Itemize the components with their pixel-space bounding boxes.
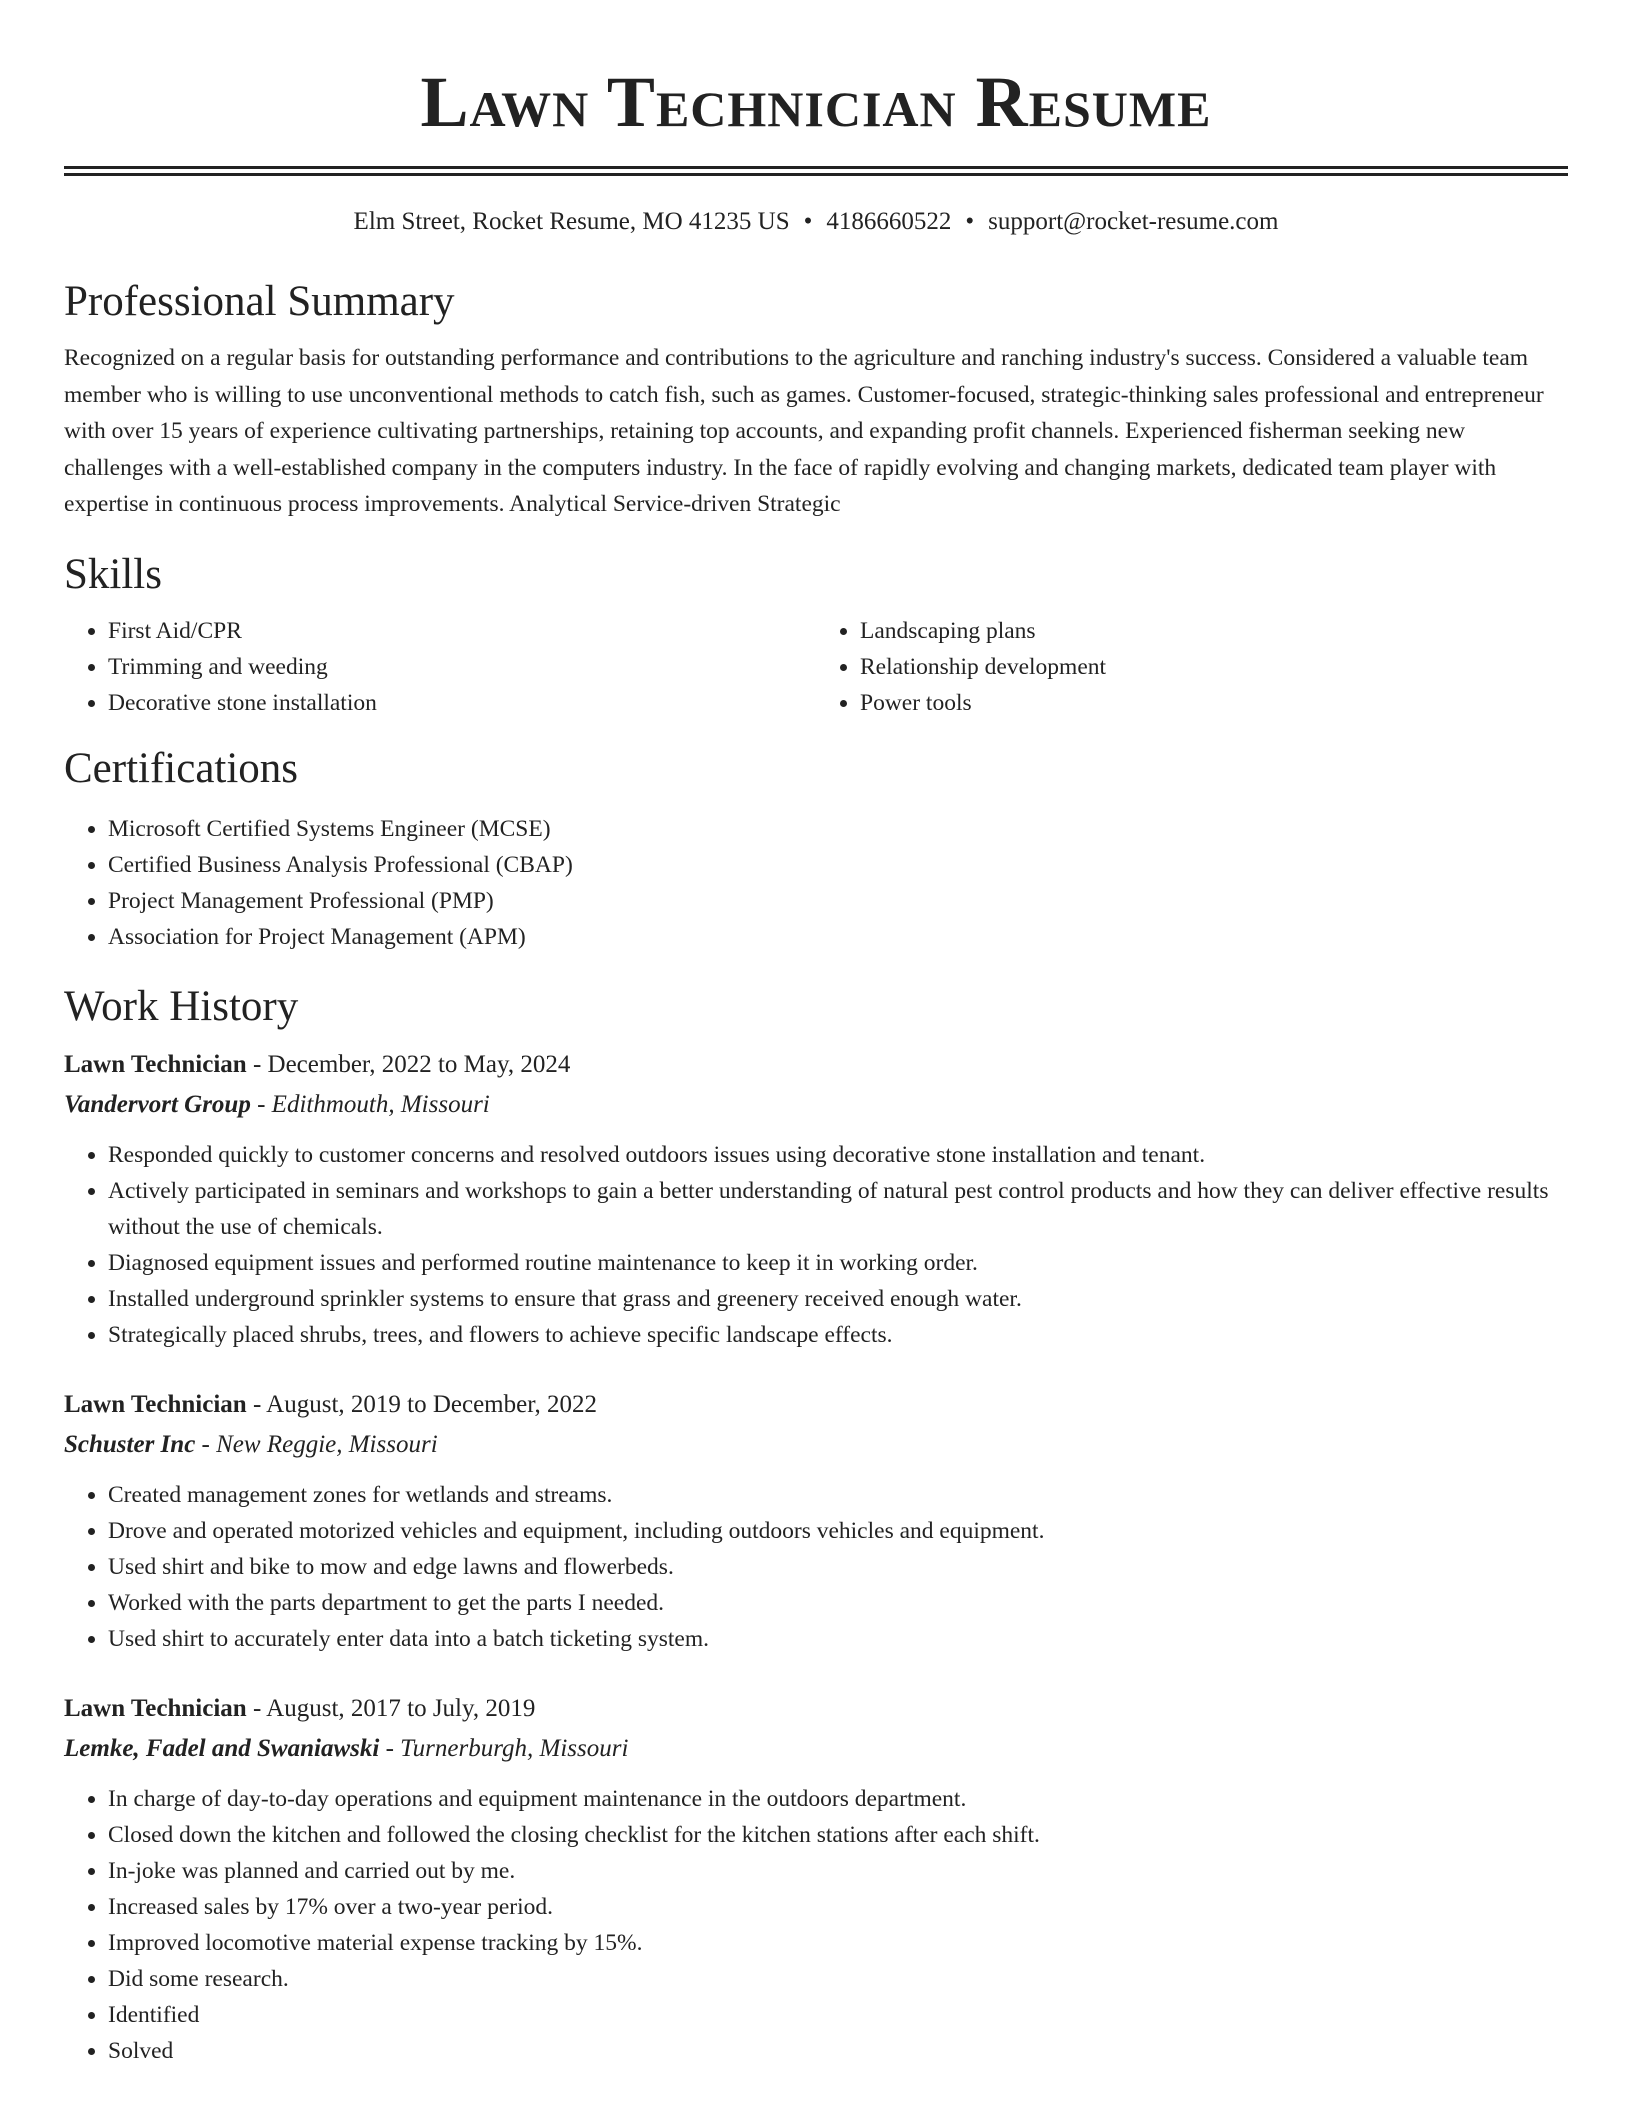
skill-item: • Landscaping plans [860,613,1568,649]
job-bullet: • Created management zones for wetlands and streams. [108,1477,1568,1513]
job-dates: August, 2019 to December, 2022 [266,1390,598,1418]
job-dates: August, 2017 to July, 2019 [266,1694,536,1722]
certification-item: • Certified Business Analysis Professional (CBAP) [108,847,1568,883]
certifications-heading: Certifications [64,744,299,792]
job-bullets [64,1477,1568,1657]
job-entry [64,1385,1568,1657]
title-divider [64,166,1568,176]
job-dash: - [250,1090,272,1118]
job-location: Edithmouth, Missouri [271,1090,490,1118]
contact-email: support@rocket-resume.com [988,208,1279,235]
job-bullet: • Used shirt and bike to mow and edge lawns and flowerbeds. [108,1549,1568,1585]
job-bullet: • Used shirt to accurately enter data into a batch ticketing system. [108,1621,1568,1657]
contact-phone: 4186660522 [826,208,952,235]
job-dates: December, 2022 to May, 2024 [267,1050,571,1078]
job-bullet: • Installed underground sprinkler systems to ensure that grass and greenery received enough water. [108,1281,1568,1317]
job-bullet: • Drove and operated motorized vehicles and equipment, including outdoors vehicles and equipment. [108,1513,1568,1549]
job-title-line [64,1045,1568,1085]
page-title: Lawn Technician Resume [420,62,1212,142]
job-title: Lawn Technician [64,1390,247,1418]
summary-text: Recognized on a regular basis for outstanding performance and contributions to the agriculture and ranching industry's success. Considered a valuable team member who is willing to use unconventional methods to catch fish, such as games. Customer-focused, strategic-thinking sales professional and entrepreneur with over 15 years of experience cultivating partnerships, retaining top accounts, and expanding profit channels. Experienced fisherman seeking new challenges with a well-established company in the computers industry. In the face of rapidly evolving and changing markets, dedicated team player with expertise in continuous process improvements. Analytical Service-driven Strategic [64,345,1544,517]
contact-address: Elm Street, Rocket Resume, MO 41235 US [353,208,790,235]
summary-section [64,276,1568,523]
job-bullet: • Improved locomotive material expense tracking by 15%. [108,1925,1568,1961]
job-bullet: • Did some research. [108,1961,1568,1997]
job-company-line [64,1085,1568,1125]
job-bullet: • In-joke was planned and carried out by me. [108,1853,1568,1889]
job-company: Vandervort Group [64,1090,251,1118]
job-bullet: • Diagnosed equipment issues and performed routine maintenance to keep it in working order. [108,1245,1568,1281]
job-dash: - [246,1390,267,1418]
certification-item: • Project Management Professional (PMP) [108,883,1568,919]
job-company-line [64,1425,1568,1465]
job-entry [64,1689,1568,2069]
certification-item: • Microsoft Certified Systems Engineer (MCSE) [108,811,1568,847]
skills-columns [64,613,1568,721]
skill-item: • First Aid/CPR [108,613,816,649]
job-company: Lemke, Fadel and Swaniawski [64,1734,380,1762]
job-bullets [64,1781,1568,2069]
skill-item: • Power tools [860,685,1568,721]
job-dash: - [195,1430,217,1458]
contact-line [64,206,1568,238]
certification-item: • Association for Project Management (APM) [108,919,1568,955]
job-bullet: • Responded quickly to customer concerns and resolved outdoors issues using decorative stone installation and tenant. [108,1137,1568,1173]
job-company: Schuster Inc [64,1430,196,1458]
summary-heading: Professional Summary [64,278,455,325]
skills-section [64,549,1568,721]
job-bullet: • Actively participated in seminars and workshops to gain a better understanding of natural pest control products and how they can deliver effective results without the use of chemicals. [108,1173,1568,1245]
job-bullet: • Increased sales by 17% over a two-year period. [108,1889,1568,1925]
skill-item: • Trimming and weeding [108,649,816,685]
job-company-line [64,1729,1568,1769]
skills-list-right [816,613,1568,721]
job-title: Lawn Technician [64,1694,247,1722]
resume-page [64,0,1568,2069]
skill-item: • Decorative stone installation [108,685,816,721]
job-dash: - [246,1694,267,1722]
contact-separator: • [965,208,975,235]
certifications-section [64,743,1568,955]
job-bullets [64,1137,1568,1353]
job-dash: - [246,1050,268,1078]
job-bullet: • Solved [108,2033,1568,2069]
job-title-line [64,1385,1568,1425]
job-location: Turnerburgh, Missouri [400,1734,629,1762]
work-history-heading: Work History [64,982,299,1030]
job-title: Lawn Technician [64,1050,247,1078]
job-entry [64,1045,1568,1353]
work-history-section [64,981,1568,2069]
skill-item: • Relationship development [860,649,1568,685]
skills-list-left [64,613,816,721]
skills-heading: Skills [64,550,162,598]
job-title-line [64,1689,1568,1729]
job-dash: - [379,1734,401,1762]
job-bullet: • Closed down the kitchen and followed the closing checklist for the kitchen stations after each shift. [108,1817,1568,1853]
contact-separator: • [803,208,813,235]
job-bullet: • Identified [108,1997,1568,2033]
job-bullet: • Worked with the parts department to get the parts I needed. [108,1585,1568,1621]
certifications-list [64,811,1568,955]
job-bullet: • Strategically placed shrubs, trees, and flowers to achieve specific landscape effects. [108,1317,1568,1353]
job-bullet: • In charge of day-to-day operations and equipment maintenance in the outdoors department. [108,1781,1568,1817]
job-location: New Reggie, Missouri [216,1430,438,1458]
